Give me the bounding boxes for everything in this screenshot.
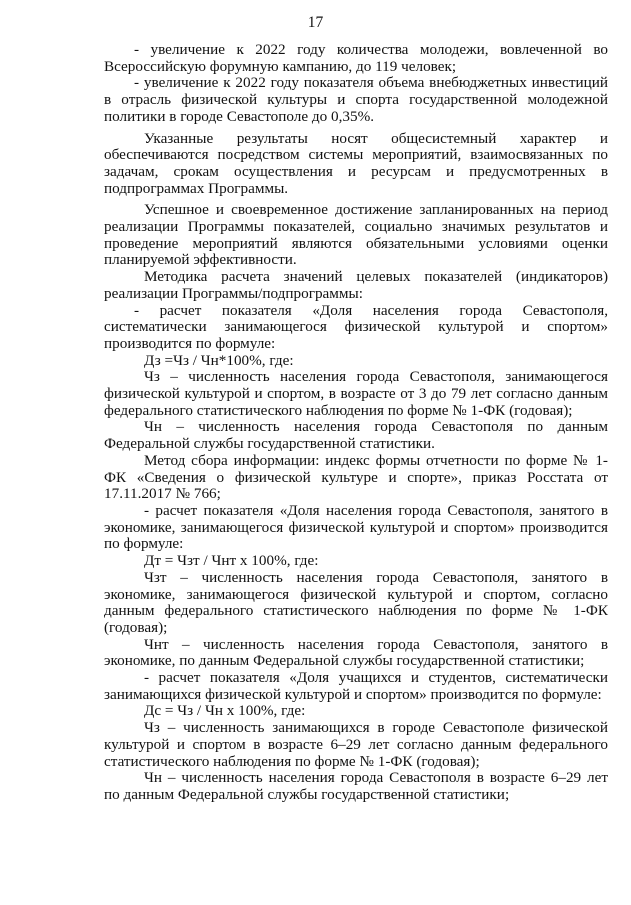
formula-dt: Дт = Чзт / Чнт х 100%, где:: [144, 552, 319, 570]
definition-chn: Чн – численность населения города Севастополя по данным Федеральной службы государственной статистики.: [104, 418, 608, 453]
definition-chz-students: Чз – численность занимающихся в городе Севастополе физической культурой и спортом в возрасте 6–29 лет согласно данным федерального статистического наблюдения по форме № 1-ФК (годовая);: [104, 719, 608, 770]
paragraph-methodology: Методика расчета значений целевых показателей (индикаторов) реализации Программы/подпрограммы:: [104, 268, 608, 302]
paragraph-investment: - увеличение к 2022 году показателя объема внебюджетных инвестиций в отрасль физической культуры и спорта государственной молодежной политики в городе Севастополе до 0,35%.: [104, 74, 608, 125]
formula-ds: Дс = Чз / Чн х 100%, где:: [144, 702, 306, 720]
paragraph-calc-students: - расчет показателя «Доля учащихся и студентов, систематически занимающихся физической культурой и спортом» производится по формуле:: [104, 669, 608, 703]
formula-dz: Дз =Чз / Чн*100%, где:: [144, 351, 294, 369]
paragraph-calc-population: - расчет показателя «Доля населения города Севастополя, систематически занимающегося физической культурой и спортом» производится по формуле:: [104, 301, 608, 352]
paragraph-calc-employed: - расчет показателя «Доля населения города Севастополя, занятого в экономике, занимающегося физической культурой и спортом» производится по формуле:: [104, 501, 608, 553]
definition-chn-students: Чн – численность населения города Севастополя в возрасте 6–29 лет по данным Федеральной службы государственной статистики;: [104, 769, 608, 803]
page-number: 17: [307, 14, 324, 31]
document-body: [104, 42, 608, 804]
definition-chnt: Чнт – численность населения города Севастополя, занятого в экономике, по данным Федеральной службы государственной статистики;: [104, 635, 608, 670]
definition-chz: Чз – численность населения города Севастополя, занимающегося физической культурой и спортом, в возрасте от 3 до 79 лет согласно данным федерального статистического наблюдения по форме № 1-ФК (годовая);: [104, 368, 608, 419]
paragraph-results: Указанные результаты носят общесистемный характер и обеспечиваются посредством системы мероприятий, взаимосвязанных по задачам, срокам осуществления и ресурсам и предусмотренных в подпрограммах Программы.: [104, 129, 608, 197]
definition-chzt: Чзт – численность населения города Севастополя, занятого в экономике, занимающегося физической культурой и спортом, согласно данным федерального статистического наблюдения по форме № 1-ФК (годовая);: [104, 568, 608, 636]
paragraph-youth-forum: - увеличение к 2022 году количества молодежи, вовлеченной во Всероссийскую форумную кампанию, до 119 человек;: [104, 41, 608, 75]
paragraph-achievement: Успешное и своевременное достижение запланированных на период реализации Программы показателей, социально значимых результатов и проведение мероприятий являются обязательными условиями оценки планируемой эффективности.: [104, 201, 608, 269]
paragraph-collection-method: Метод сбора информации: индекс формы отчетности по форме № 1-ФК «Сведения о физической культуре и спорте», приказ Росстата от 17.11.2017 № 766;: [104, 451, 608, 503]
